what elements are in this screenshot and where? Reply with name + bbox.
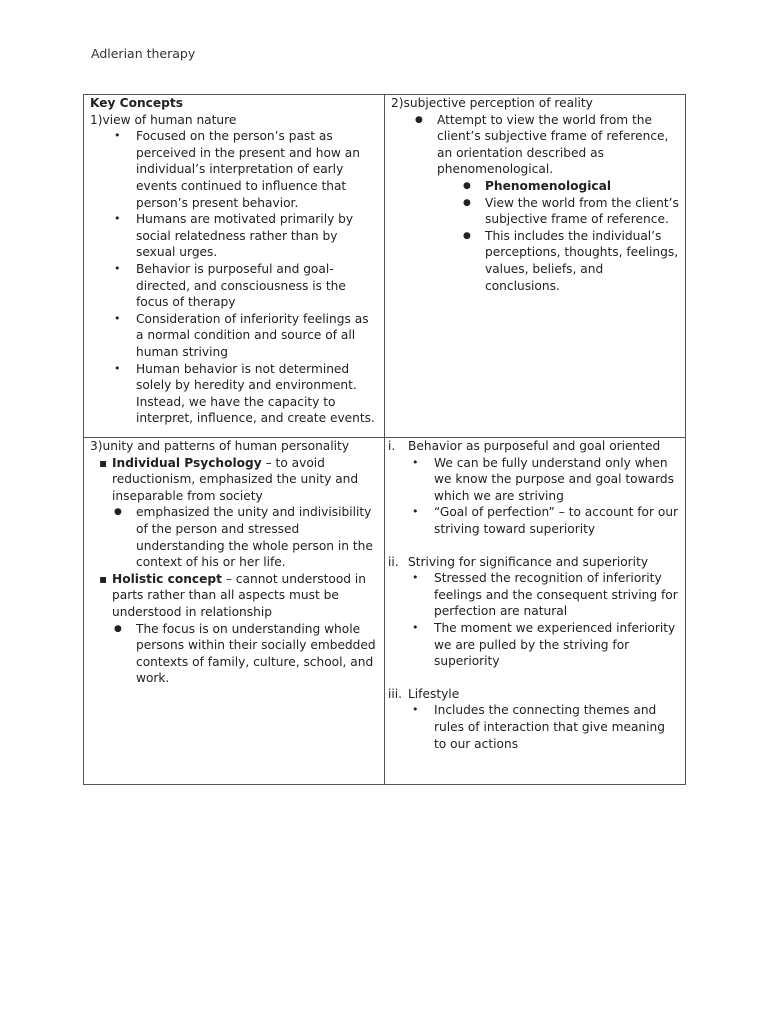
section-iii-list (388, 702, 679, 752)
unity-patterns-subheading: 3)unity and patterns of human personality (90, 439, 350, 453)
list-item: • Consideration of inferiority feelings as a normal condition and source of all human striving (90, 311, 378, 361)
document-title: Adlerian therapy (91, 46, 196, 61)
list-item: ● This includes the individual’s perceptions, thoughts, feelings, values, beliefs, and conclusions. (391, 228, 679, 294)
list-item: • Focused on the person’s past as perceived in the present and how an individual’s interpretation of early events continued to influence that person’s present behavior. (90, 128, 378, 211)
list-item: • We can be fully understand only when we know the purpose and goal towards which we are striving (388, 455, 679, 505)
individual-psychology-text: – to avoid reductionism, emphasized the unity and inseparable from society (112, 455, 359, 503)
section-title: Behavior as purposeful and goal oriented (408, 439, 661, 453)
list-item (90, 455, 378, 571)
personality-list (90, 455, 378, 687)
list-item: • Humans are motivated primarily by social relatedness rather than by sexual urges. (90, 211, 378, 261)
list-item: • Behavior is purposeful and goal-directed, and consciousness is the focus of therapy (90, 261, 378, 311)
list-item: • Stressed the recognition of inferiority feelings and the consequent striving for perfection are natural (388, 570, 679, 620)
key-concepts-heading: Key Concepts (90, 96, 183, 110)
section-title: Lifestyle (408, 686, 460, 701)
table-row (84, 437, 685, 784)
list-item: • Human behavior is not determined solely by heredity and environment. Instead, we have the capacity to interpret, influence, and create events. (90, 361, 378, 427)
subjective-perception-subheading: 2)subjective perception of reality (391, 96, 593, 110)
cell-subjective-perception (385, 95, 685, 437)
cell-key-concepts (84, 95, 385, 437)
cell-unity-patterns (84, 438, 385, 784)
list-item: • The moment we experienced inferiority we are pulled by the striving for superiority (388, 620, 679, 670)
section-title: Striving for significance and superiority (408, 554, 649, 569)
individual-psychology-term: Individual Psychology (112, 455, 262, 470)
individual-psychology-sublist (90, 504, 378, 570)
phenomenological-heading: ● Phenomenological (391, 178, 679, 195)
list-item: • “Goal of perfection” – to account for our striving toward superiority (388, 504, 679, 537)
holistic-concept-text: – cannot understood in parts rather than all aspects must be understood in relationship (112, 571, 366, 619)
holistic-concept-sublist (90, 621, 378, 687)
table-row (84, 95, 685, 437)
phenomenological-list (391, 178, 679, 294)
list-item: • Includes the connecting themes and rules of interaction that give meaning to our actions (388, 702, 679, 752)
cell-behavior-goals (385, 438, 685, 784)
list-item: ● View the world from the client’s subjective frame of reference. (391, 195, 679, 228)
section-i (388, 438, 679, 538)
section-ii (388, 554, 679, 670)
holistic-concept-term: Holistic concept (112, 571, 222, 586)
list-item: ● Attempt to view the world from the client’s subjective frame of reference, an orientation described as phenomenological. (391, 112, 679, 178)
list-item (90, 571, 378, 687)
roman-label: iii. (388, 686, 403, 701)
subjective-perception-list (391, 112, 679, 178)
section-ii-list (388, 570, 679, 670)
list-item: ● The focus is on understanding whole persons within their socially embedded contexts of family, culture, school, and work. (90, 621, 378, 687)
list-item: ● emphasized the unity and indivisibility of the person and stressed understanding the whole person in the context of his or her life. (90, 504, 378, 570)
roman-label: i. (388, 439, 396, 453)
concepts-table (83, 94, 686, 785)
section-i-list (388, 455, 679, 538)
roman-label: ii. (388, 554, 399, 569)
section-iii (388, 686, 679, 752)
view-human-nature-subheading: 1)view of human nature (90, 112, 237, 127)
human-nature-list (90, 128, 378, 427)
